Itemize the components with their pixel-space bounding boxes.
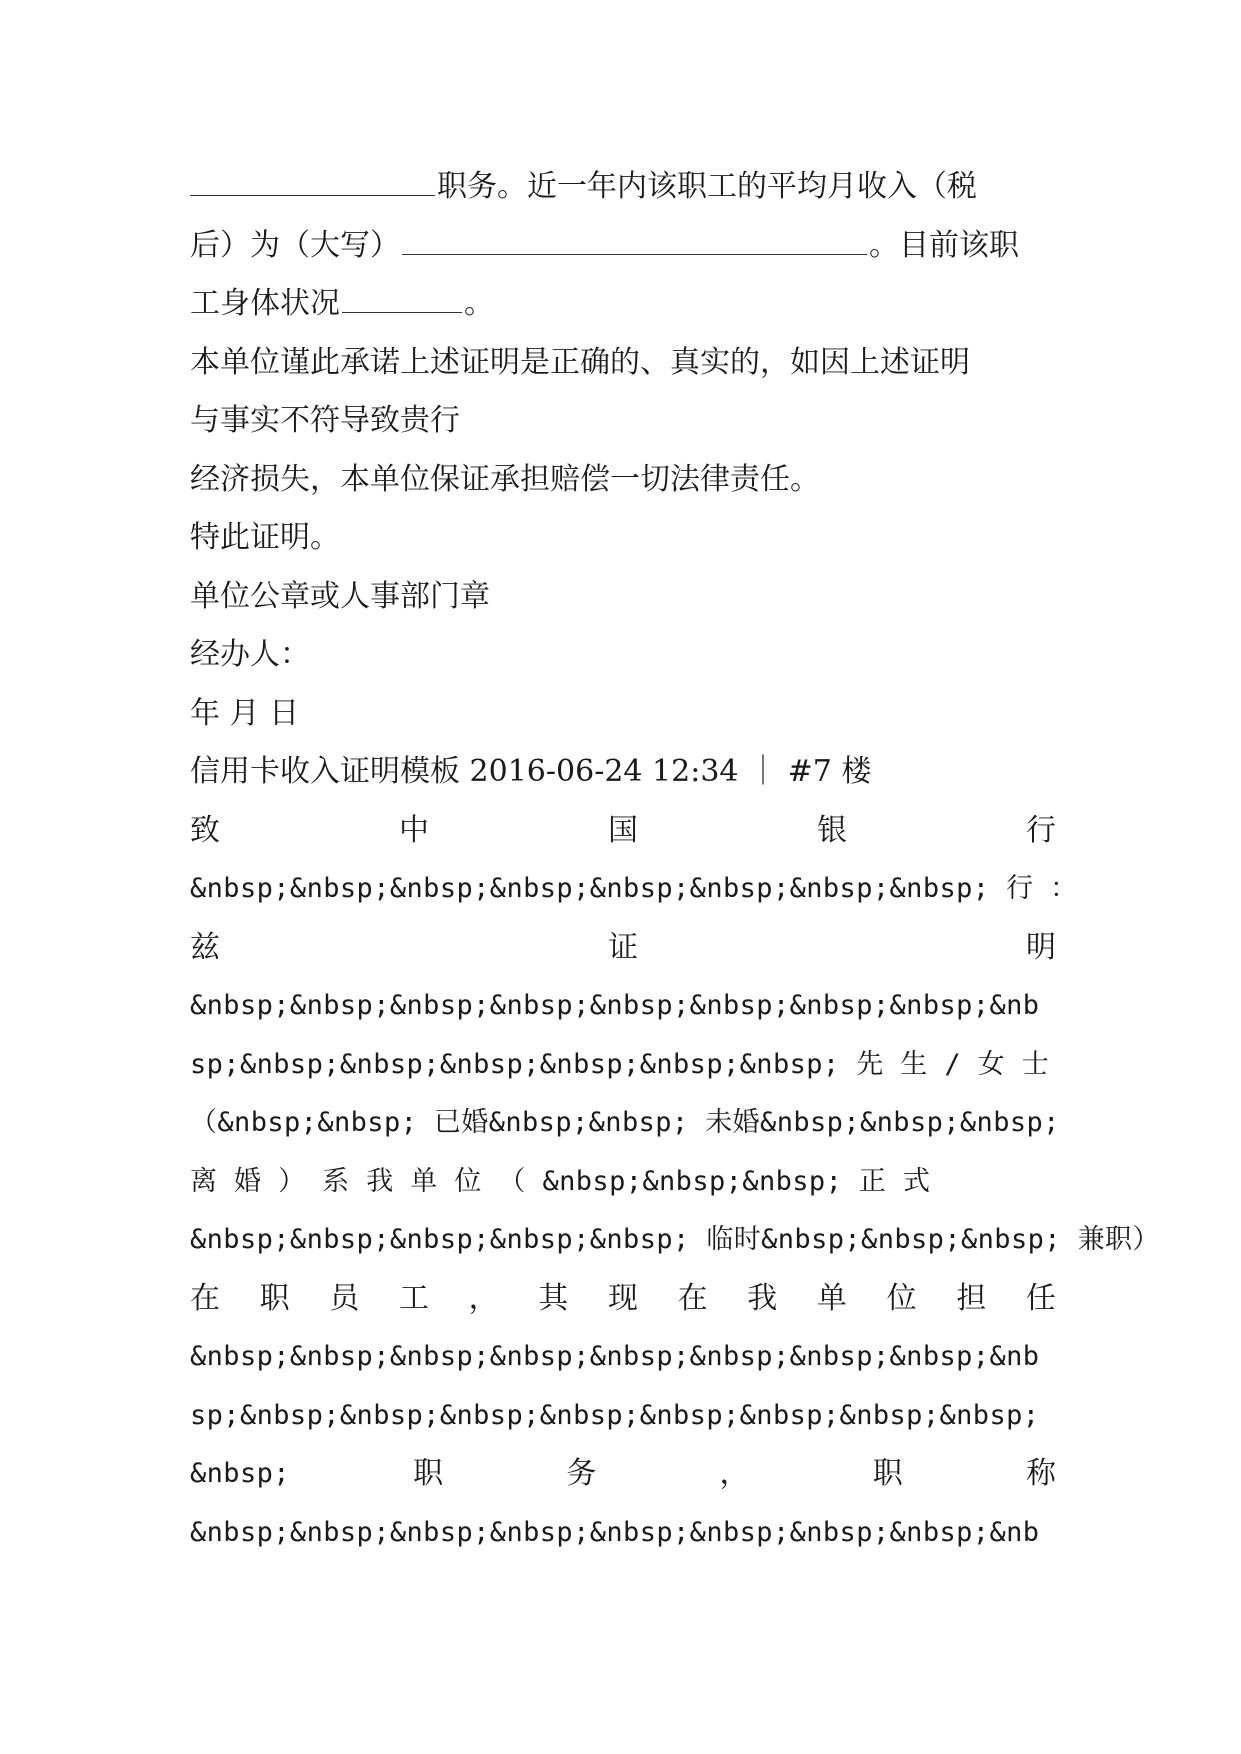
doc-line-4: 本单位谨此承诺上述证明是正确的、真实的，如因上述证明 xyxy=(190,344,970,380)
blank-position xyxy=(190,159,435,196)
row-char: ， xyxy=(468,1280,499,1316)
doc-text: 。 xyxy=(464,286,494,321)
row-char: 职 xyxy=(872,1456,903,1491)
doc-text: 后）为（大写） xyxy=(190,227,400,263)
doc-line-3 xyxy=(190,275,1056,334)
nbsp-line-3: sp;&nbsp;&nbsp;&nbsp;&nbsp;&nbsp;&nbsp; 先 生 / 女 士 xyxy=(190,1048,1050,1080)
post-header: 信用卡收入证明模板 2016-06-24 12:34 ｜ #7 楼 xyxy=(190,754,872,789)
row-duty xyxy=(190,1445,1056,1504)
nbsp-line-2: &nbsp;&nbsp;&nbsp;&nbsp;&nbsp;&nbsp;&nbsp;&nbsp;&nb xyxy=(190,990,1040,1021)
doc-text: 。目前该职 xyxy=(869,227,1019,263)
row-certify xyxy=(190,919,1056,978)
nbsp-line-7: &nbsp;&nbsp;&nbsp;&nbsp;&nbsp;&nbsp;&nbsp;&nbsp;&nb xyxy=(190,1341,1040,1372)
doc-line-9: 经办人： xyxy=(190,637,310,672)
row-char: 其 xyxy=(538,1280,569,1316)
row-staff xyxy=(190,1270,1056,1329)
row-char: 我 xyxy=(747,1280,778,1316)
row-char: 中 xyxy=(399,812,429,848)
doc-text: 职务。近一年内该职工的平均月收入（税 xyxy=(437,169,977,204)
row-char: 在 xyxy=(190,1280,220,1316)
row-char: 任 xyxy=(1025,1280,1056,1316)
row-char: 单 xyxy=(816,1280,847,1316)
doc-line-5: 与事实不符导致贵行 xyxy=(190,403,460,438)
row-char: 职 xyxy=(259,1280,290,1316)
row-char: 员 xyxy=(329,1280,360,1316)
row-char: 兹 xyxy=(190,929,220,965)
row-char: 行 xyxy=(1026,812,1056,848)
row-char: 位 xyxy=(886,1280,917,1316)
doc-line-7: 特此证明。 xyxy=(190,520,340,555)
nbsp-line-4: （&nbsp;&nbsp; 已婚&nbsp;&nbsp; 未婚&nbsp;&nbsp;&nbsp; xyxy=(190,1107,1060,1138)
doc-line-6: 经济损失，本单位保证承担赔偿一切法律责任。 xyxy=(190,461,820,497)
nbsp-line-1: &nbsp;&nbsp;&nbsp;&nbsp;&nbsp;&nbsp;&nbsp;&nbsp; 行 ： xyxy=(190,873,1078,904)
document-body xyxy=(190,158,1160,1562)
row-char: 在 xyxy=(677,1280,708,1316)
doc-line-1 xyxy=(190,158,1056,217)
row-char: 明 xyxy=(1026,929,1056,965)
row-char: 称 xyxy=(1025,1456,1056,1491)
row-char: ， xyxy=(719,1456,750,1491)
doc-line-2 xyxy=(190,217,1056,276)
doc-line-8: 单位公章或人事部门章 xyxy=(190,578,490,614)
row-char: 致 xyxy=(190,812,220,848)
doc-line-10: 年 月 日 xyxy=(190,695,300,731)
row-char: 证 xyxy=(608,929,638,965)
nbsp-line-5: 离 婚 ） 系 我 单 位 （ &nbsp;&nbsp;&nbsp; 正 式 xyxy=(190,1165,931,1197)
row-to-bank xyxy=(190,802,1056,861)
row-char: 担 xyxy=(956,1280,987,1316)
row-char: 职 xyxy=(413,1456,444,1491)
nbsp-line-6: &nbsp;&nbsp;&nbsp;&nbsp;&nbsp; 临时&nbsp;&nbsp;&nbsp; 兼职） xyxy=(190,1224,1160,1255)
row-char: 国 xyxy=(608,812,638,848)
row-char: 现 xyxy=(607,1280,638,1316)
doc-text: 工身体状况 xyxy=(190,286,340,321)
nbsp-line-9: &nbsp;&nbsp;&nbsp;&nbsp;&nbsp;&nbsp;&nbsp;&nbsp;&nb xyxy=(190,1516,1040,1548)
row-char: &nbsp; xyxy=(190,1458,290,1489)
row-char: 务 xyxy=(566,1456,597,1491)
blank-income xyxy=(402,218,867,255)
row-char: 工 xyxy=(398,1280,429,1316)
nbsp-line-8: sp;&nbsp;&nbsp;&nbsp;&nbsp;&nbsp;&nbsp;&nbsp;&nbsp; xyxy=(190,1399,1040,1431)
blank-health xyxy=(342,276,462,313)
row-char: 银 xyxy=(817,812,847,848)
